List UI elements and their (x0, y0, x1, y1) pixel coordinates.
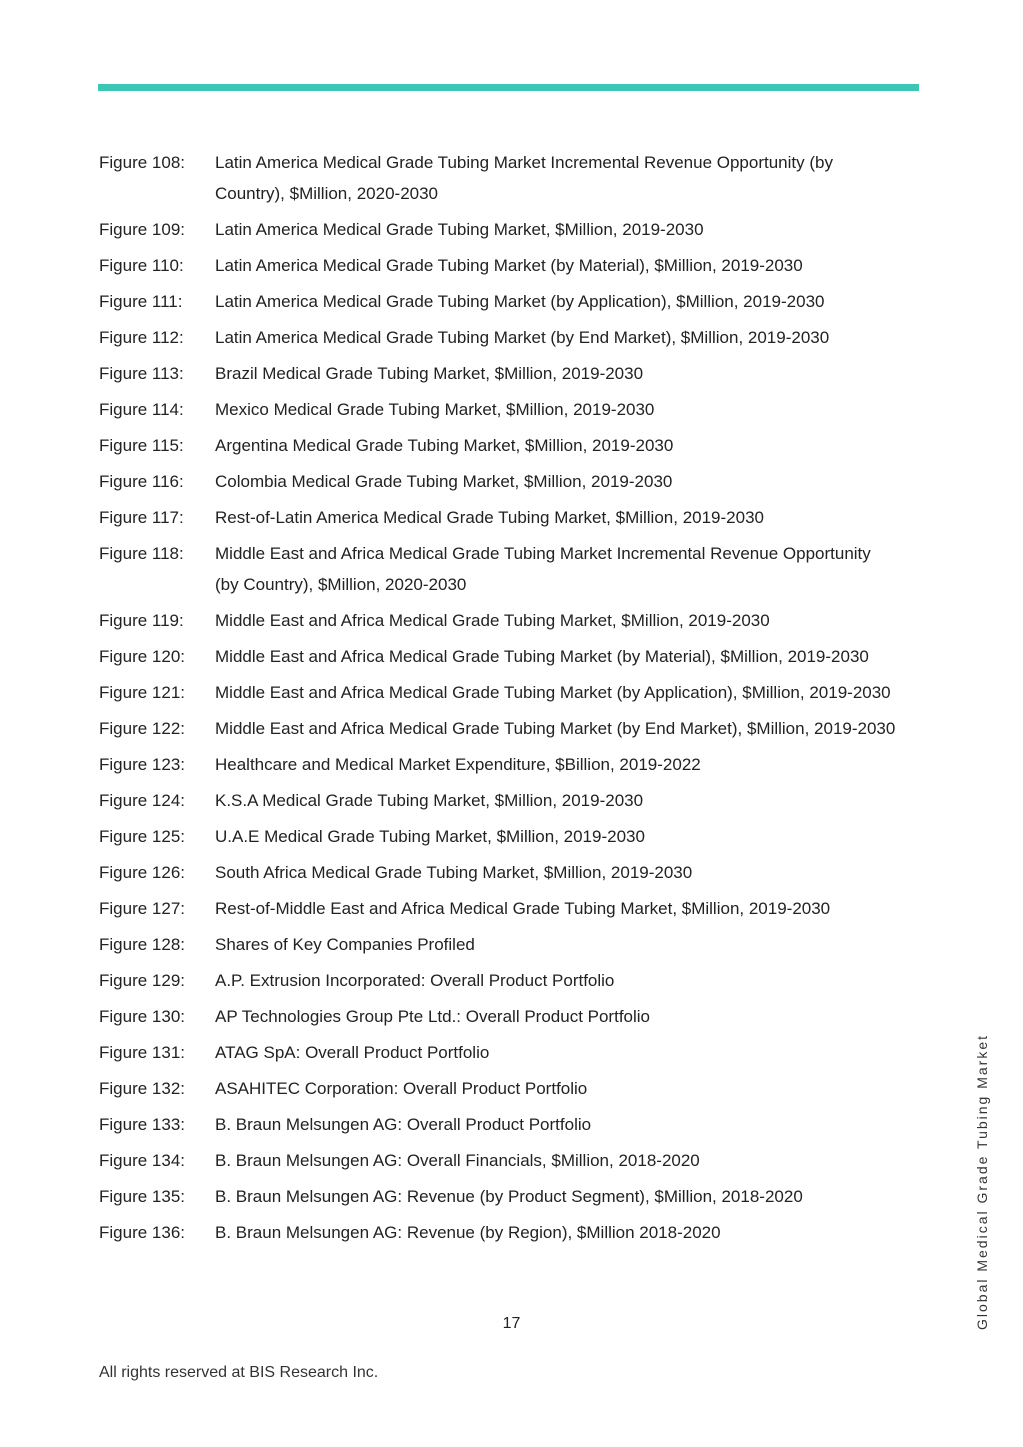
figure-entry (99, 147, 899, 209)
figure-entry (99, 466, 899, 497)
figure-title: ASAHITEC Corporation: Overall Product Portfolio (215, 1079, 588, 1098)
figure-title: Latin America Medical Grade Tubing Market (by Application), $Million, 2019-2030 (215, 292, 825, 311)
figure-entry (99, 677, 899, 708)
figure-title: South Africa Medical Grade Tubing Market, $Million, 2019-2030 (215, 863, 693, 882)
figure-entry (99, 1037, 899, 1068)
figure-entry (99, 214, 899, 245)
figure-label: Figure 114: (99, 400, 184, 419)
figure-entry (99, 1217, 899, 1248)
figure-title: ATAG SpA: Overall Product Portfolio (215, 1043, 490, 1062)
figure-title: Latin America Medical Grade Tubing Market (by Material), $Million, 2019-2030 (215, 256, 803, 275)
figure-label: Figure 121: (99, 683, 185, 702)
figure-entry (99, 713, 899, 744)
figure-label: Figure 119: (99, 611, 184, 630)
figure-label: Figure 120: (99, 647, 185, 666)
figure-label: Figure 129: (99, 971, 185, 990)
page-number: 17 (502, 1315, 521, 1332)
figure-title: Middle East and Africa Medical Grade Tubing Market Incremental Revenue Opportunity (by Country), $Million, 2020-2030 (215, 544, 871, 594)
figure-label: Figure 115: (99, 436, 184, 455)
figure-entry (99, 785, 899, 816)
figure-label: Figure 122: (99, 719, 185, 738)
figure-entry (99, 641, 899, 672)
figure-label: Figure 130: (99, 1007, 185, 1026)
figure-entry (99, 605, 899, 636)
figure-entry (99, 250, 899, 281)
figure-label: Figure 135: (99, 1187, 185, 1206)
figure-label: Figure 128: (99, 935, 185, 954)
figure-list (99, 147, 899, 1253)
figure-entry (99, 538, 899, 600)
figure-label: Figure 108: (99, 153, 185, 172)
figure-entry (99, 749, 899, 780)
figure-entry (99, 893, 899, 924)
figure-entry (99, 857, 899, 888)
figure-label: Figure 118: (99, 544, 184, 563)
figure-entry (99, 929, 899, 960)
figure-title: A.P. Extrusion Incorporated: Overall Product Portfolio (215, 971, 615, 990)
figure-label: Figure 134: (99, 1151, 185, 1170)
figure-entry (99, 394, 899, 425)
figure-title: Middle East and Africa Medical Grade Tubing Market (by End Market), $Million, 2019-2030 (215, 719, 896, 738)
figure-title: Healthcare and Medical Market Expenditure, $Billion, 2019-2022 (215, 755, 701, 774)
side-document-title: Global Medical Grade Tubing Market (974, 1034, 990, 1330)
figure-label: Figure 136: (99, 1223, 185, 1242)
figure-title: Middle East and Africa Medical Grade Tubing Market (by Application), $Million, 2019-2030 (215, 683, 891, 702)
figure-label: Figure 124: (99, 791, 185, 810)
figure-entry (99, 502, 899, 533)
figure-entry (99, 965, 899, 996)
figure-entry (99, 286, 899, 317)
figure-entry (99, 1073, 899, 1104)
figure-label: Figure 110: (99, 256, 184, 275)
figure-title: B. Braun Melsungen AG: Revenue (by Region), $Million 2018-2020 (215, 1223, 721, 1242)
figure-label: Figure 111: (99, 292, 183, 311)
figure-title: Mexico Medical Grade Tubing Market, $Million, 2019-2030 (215, 400, 655, 419)
figure-title: Middle East and Africa Medical Grade Tubing Market (by Material), $Million, 2019-2030 (215, 647, 869, 666)
figure-label: Figure 116: (99, 472, 184, 491)
figure-label: Figure 113: (99, 364, 184, 383)
figure-title: B. Braun Melsungen AG: Revenue (by Product Segment), $Million, 2018-2020 (215, 1187, 803, 1206)
figure-title: Brazil Medical Grade Tubing Market, $Million, 2019-2030 (215, 364, 644, 383)
figure-label: Figure 127: (99, 899, 185, 918)
figure-entry (99, 821, 899, 852)
figure-entry (99, 322, 899, 353)
figure-label: Figure 126: (99, 863, 185, 882)
figure-entry (99, 1145, 899, 1176)
figure-label: Figure 132: (99, 1079, 185, 1098)
figure-label: Figure 109: (99, 220, 185, 239)
figure-entry (99, 430, 899, 461)
figure-label: Figure 117: (99, 508, 184, 527)
figure-title: AP Technologies Group Pte Ltd.: Overall Product Portfolio (215, 1007, 651, 1026)
footer-copyright: All rights reserved at BIS Research Inc. (99, 1364, 379, 1381)
figure-title: Argentina Medical Grade Tubing Market, $Million, 2019-2030 (215, 436, 674, 455)
figure-label: Figure 131: (99, 1043, 185, 1062)
figure-title: Latin America Medical Grade Tubing Market, $Million, 2019-2030 (215, 220, 704, 239)
figure-title: Middle East and Africa Medical Grade Tubing Market, $Million, 2019-2030 (215, 611, 770, 630)
figure-title: Latin America Medical Grade Tubing Market Incremental Revenue Opportunity (by Country), $Million, 2020-2030 (215, 153, 833, 203)
figure-title: Rest-of-Middle East and Africa Medical Grade Tubing Market, $Million, 2019-2030 (215, 899, 831, 918)
figure-title: B. Braun Melsungen AG: Overall Product Portfolio (215, 1115, 592, 1134)
figure-entry (99, 1001, 899, 1032)
figure-title: U.A.E Medical Grade Tubing Market, $Million, 2019-2030 (215, 827, 645, 846)
figure-title: Latin America Medical Grade Tubing Market (by End Market), $Million, 2019-2030 (215, 328, 830, 347)
figure-label: Figure 123: (99, 755, 185, 774)
figure-title: Colombia Medical Grade Tubing Market, $Million, 2019-2030 (215, 472, 673, 491)
figure-label: Figure 125: (99, 827, 185, 846)
figure-title: Shares of Key Companies Profiled (215, 935, 475, 954)
header-accent-bar (98, 84, 919, 91)
figure-entry (99, 358, 899, 389)
figure-label: Figure 112: (99, 328, 184, 347)
figure-entry (99, 1109, 899, 1140)
figure-title: K.S.A Medical Grade Tubing Market, $Million, 2019-2030 (215, 791, 644, 810)
figure-title: B. Braun Melsungen AG: Overall Financials, $Million, 2018-2020 (215, 1151, 700, 1170)
figure-entry (99, 1181, 899, 1212)
figure-title: Rest-of-Latin America Medical Grade Tubing Market, $Million, 2019-2030 (215, 508, 764, 527)
figure-label: Figure 133: (99, 1115, 185, 1134)
